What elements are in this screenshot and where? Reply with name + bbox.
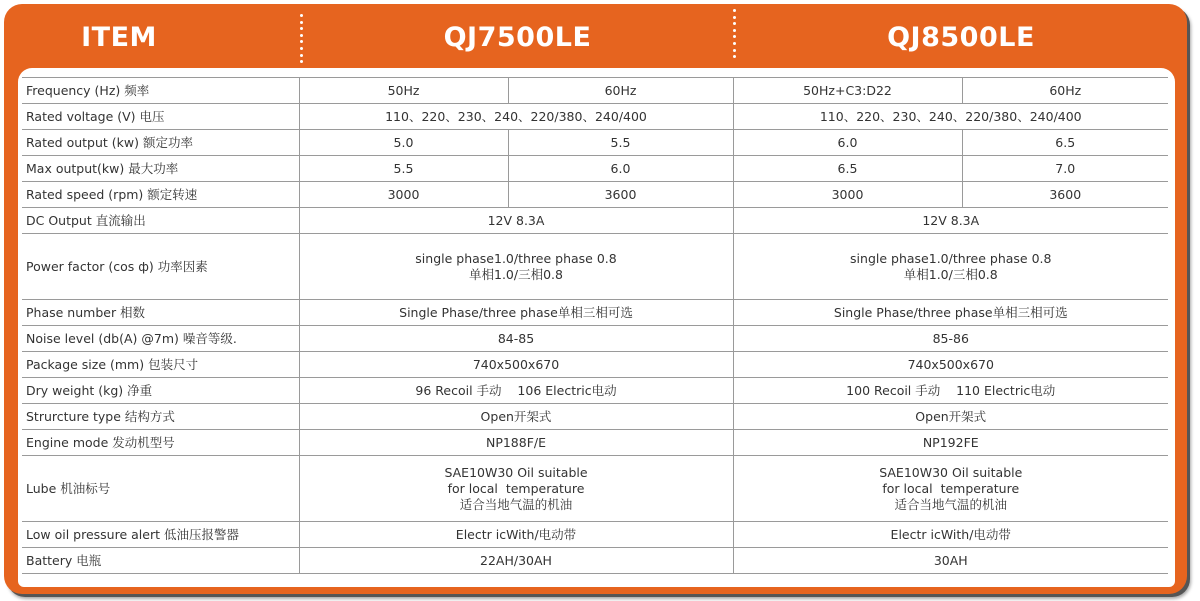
cell-value: 110、220、230、240、220/380、240/400 bbox=[299, 104, 733, 130]
cell-value: 110、220、230、240、220/380、240/400 bbox=[733, 104, 1168, 130]
cell-value: Single Phase/three phase单相三相可选 bbox=[299, 300, 733, 326]
cell-value: 6.5 bbox=[962, 130, 1168, 156]
cell-value: 5.5 bbox=[508, 130, 733, 156]
row-engine bbox=[22, 430, 1168, 456]
row-dry-weight bbox=[22, 378, 1168, 404]
cell-value: 50Hz+C3:D22 bbox=[733, 78, 962, 104]
cell-line: 单相1.0/三相0.8 bbox=[469, 266, 563, 282]
row-label: Rated voltage (V) 电压 bbox=[22, 104, 299, 130]
header-model-2: QJ8500LE bbox=[887, 21, 1035, 53]
row-battery bbox=[22, 548, 1168, 574]
cell-value: 6.0 bbox=[733, 130, 962, 156]
cell-line: 适合当地气温的机油 bbox=[459, 496, 573, 512]
cell-line: for local temperature bbox=[447, 480, 585, 496]
cell-value: Electr icWith/电动带 bbox=[733, 522, 1168, 548]
row-frequency bbox=[22, 78, 1168, 104]
cell-value: 60Hz bbox=[508, 78, 733, 104]
row-structure bbox=[22, 404, 1168, 430]
cell-value: 22AH/30AH bbox=[299, 548, 733, 574]
cell-value: Open开架式 bbox=[733, 404, 1168, 430]
cell-value bbox=[733, 234, 1168, 300]
header-item: ITEM bbox=[81, 21, 157, 53]
cell-value: 84-85 bbox=[299, 326, 733, 352]
cell-value: 3000 bbox=[733, 182, 962, 208]
cell-value: 5.0 bbox=[299, 130, 508, 156]
row-rated-speed bbox=[22, 182, 1168, 208]
row-label: Phase number 相数 bbox=[22, 300, 299, 326]
header-divider-1 bbox=[300, 14, 304, 67]
cell-line: 单相1.0/三相0.8 bbox=[903, 266, 998, 282]
cell-value: 3600 bbox=[508, 182, 733, 208]
row-power-factor bbox=[22, 234, 1168, 300]
cell-value bbox=[299, 234, 733, 300]
cell-value: 5.5 bbox=[299, 156, 508, 182]
cell-line: SAE10W30 Oil suitable bbox=[879, 464, 1023, 480]
row-label: DC Output 直流输出 bbox=[22, 208, 299, 234]
row-max-output bbox=[22, 156, 1168, 182]
cell-value: 60Hz bbox=[962, 78, 1168, 104]
cell-value: Single Phase/three phase单相三相可选 bbox=[733, 300, 1168, 326]
row-label: Max output(kw) 最大功率 bbox=[22, 156, 299, 182]
cell-value: NP188F/E bbox=[299, 430, 733, 456]
cell-value: 100 Recoil 手动 110 Electric电动 bbox=[733, 378, 1168, 404]
cell-line: SAE10W30 Oil suitable bbox=[444, 464, 588, 480]
row-label: Rated speed (rpm) 额定转速 bbox=[22, 182, 299, 208]
row-label: Low oil pressure alert 低油压报警器 bbox=[22, 522, 299, 548]
row-dc-output bbox=[22, 208, 1168, 234]
cell-value bbox=[299, 456, 733, 522]
row-label: Battery 电瓶 bbox=[22, 548, 299, 574]
row-noise bbox=[22, 326, 1168, 352]
cell-value: Open开架式 bbox=[299, 404, 733, 430]
cell-value: 6.0 bbox=[508, 156, 733, 182]
row-package bbox=[22, 352, 1168, 378]
cell-value bbox=[733, 456, 1168, 522]
header-model-1: QJ7500LE bbox=[443, 21, 592, 53]
row-label: Dry weight (kg) 净重 bbox=[22, 378, 299, 404]
row-label: Package size (mm) 包装尺寸 bbox=[22, 352, 299, 378]
header-divider-2 bbox=[733, 9, 737, 62]
row-lube bbox=[22, 456, 1168, 522]
cell-value: 6.5 bbox=[733, 156, 962, 182]
row-low-oil bbox=[22, 522, 1168, 548]
cell-value: 85-86 bbox=[733, 326, 1168, 352]
cell-value: 3000 bbox=[299, 182, 508, 208]
cell-value: 3600 bbox=[962, 182, 1168, 208]
cell-line: for local temperature bbox=[882, 480, 1020, 496]
row-label: Noise level (db(A) @7m) 噪音等级. bbox=[22, 326, 299, 352]
cell-value: 7.0 bbox=[962, 156, 1168, 182]
spec-table bbox=[22, 77, 1168, 574]
cell-value: 12V 8.3A bbox=[299, 208, 733, 234]
row-label: Engine mode 发动机型号 bbox=[22, 430, 299, 456]
row-voltage bbox=[22, 104, 1168, 130]
cell-line: single phase1.0/three phase 0.8 bbox=[850, 250, 1052, 266]
cell-value: Electr icWith/电动带 bbox=[299, 522, 733, 548]
cell-value: 740x500x670 bbox=[299, 352, 733, 378]
cell-value: 12V 8.3A bbox=[733, 208, 1168, 234]
cell-value: NP192FE bbox=[733, 430, 1168, 456]
row-label: Frequency (Hz) 频率 bbox=[22, 78, 299, 104]
row-label: Rated output (kw) 额定功率 bbox=[22, 130, 299, 156]
cell-line: 适合当地气温的机油 bbox=[894, 496, 1007, 512]
row-rated-output bbox=[22, 130, 1168, 156]
cell-value: 30AH bbox=[733, 548, 1168, 574]
cell-value: 96 Recoil 手动 106 Electric电动 bbox=[299, 378, 733, 404]
cell-line: single phase1.0/three phase 0.8 bbox=[415, 250, 617, 266]
row-label: Strurcture type 结构方式 bbox=[22, 404, 299, 430]
row-label: Power factor (cos ф) 功率因素 bbox=[22, 234, 299, 300]
cell-value: 50Hz bbox=[299, 78, 508, 104]
row-phase-number bbox=[22, 300, 1168, 326]
row-label: Lube 机油标号 bbox=[22, 456, 299, 522]
cell-value: 740x500x670 bbox=[733, 352, 1168, 378]
